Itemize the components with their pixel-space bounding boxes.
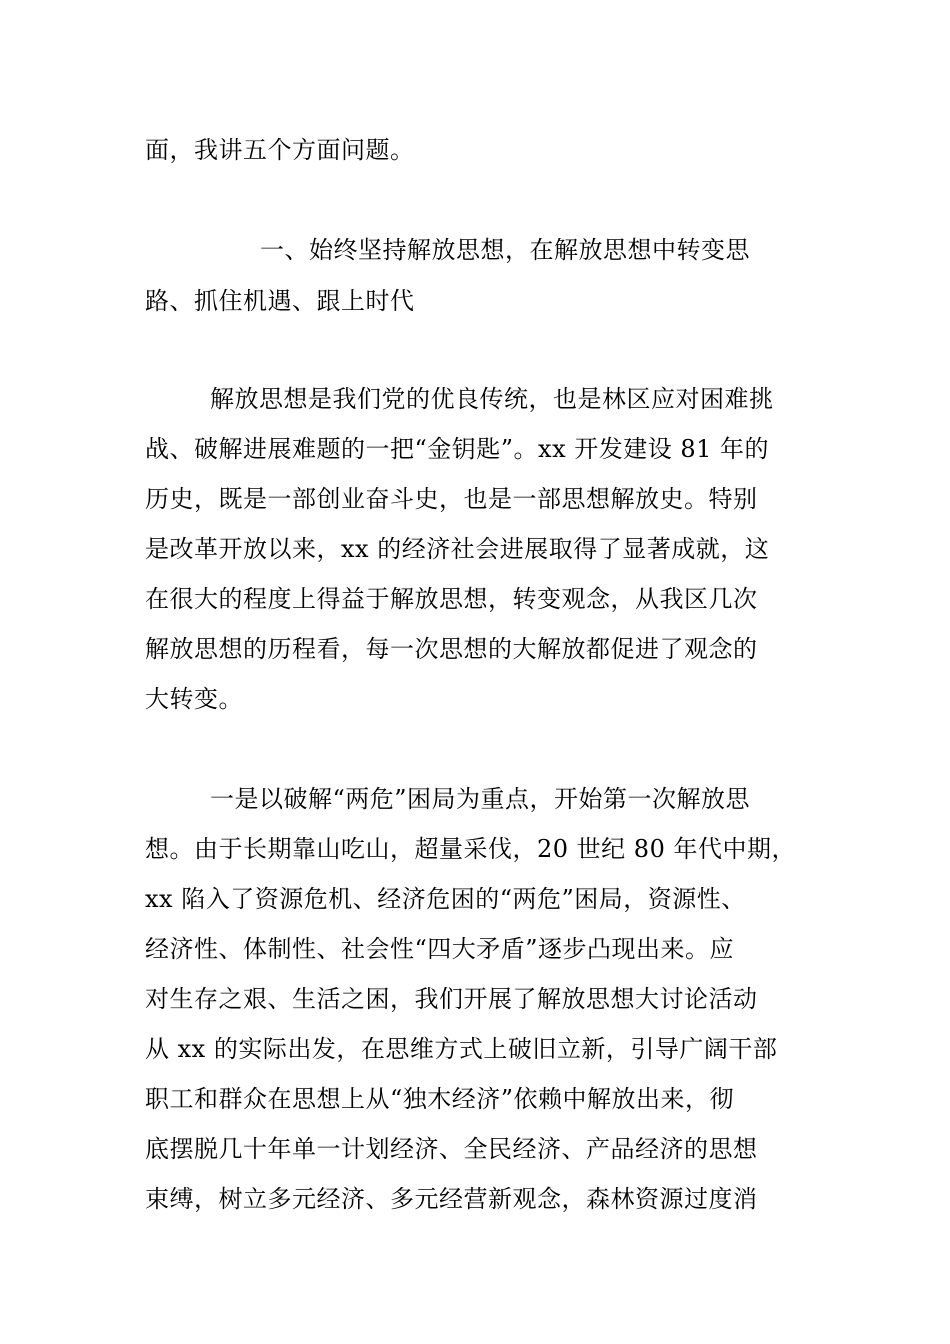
paragraph-line: 历史，既是一部创业奋斗史，也是一部思想解放史。特别 (145, 485, 758, 513)
paragraph-line: 面，我讲五个方面问题。 (145, 136, 415, 164)
paragraph-line: 是改革开放以来，xx 的经济社会进展取得了显著成就，这 (145, 535, 770, 563)
paragraph-line: 职工和群众在思想上从“独木经济”依赖中解放出来，彻 (145, 1085, 735, 1113)
paragraph-line: 想。由于长期靠山吃山，超量采伐，20 世纪 80 年代中期， (145, 835, 796, 863)
section-heading-line: 一、始终坚持解放思想，在解放思想中转变思 (260, 236, 750, 264)
paragraph-line: 一是以破解“两危”困局为重点，开始第一次解放思 (210, 785, 751, 813)
paragraph-line: 战、破解进展难题的一把“金钥匙”。xx 开发建设 81 年的 (145, 435, 770, 463)
paragraph-line: xx 陷入了资源危机、经济危困的“两危”困局，资源性、 (145, 885, 746, 913)
paragraph-line: 束缚，树立多元经济、多元经营新观念，森林资源过度消 (145, 1185, 758, 1213)
section-heading-line: 路、抓住机遇、跟上时代 (145, 287, 415, 315)
paragraph-line: 解放思想是我们党的优良传统，也是林区应对困难挑 (210, 385, 774, 413)
paragraph-line: 在很大的程度上得益于解放思想，转变观念，从我区几次 (145, 585, 758, 613)
paragraph-line: 底摆脱几十年单一计划经济、全民经济、产品经济的思想 (145, 1135, 758, 1163)
paragraph-line: 对生存之艰、生活之困，我们开展了解放思想大讨论活动 (145, 985, 758, 1013)
paragraph-line: 解放思想的历程看，每一次思想的大解放都促进了观念的 (145, 635, 758, 663)
paragraph-line: 经济性、体制性、社会性“四大矛盾”逐步凸现出来。应 (145, 935, 735, 963)
paragraph-line: 大转变。 (145, 685, 243, 713)
paragraph-line: 从 xx 的实际出发，在思维方式上破旧立新，引导广阔干部 (145, 1035, 778, 1063)
